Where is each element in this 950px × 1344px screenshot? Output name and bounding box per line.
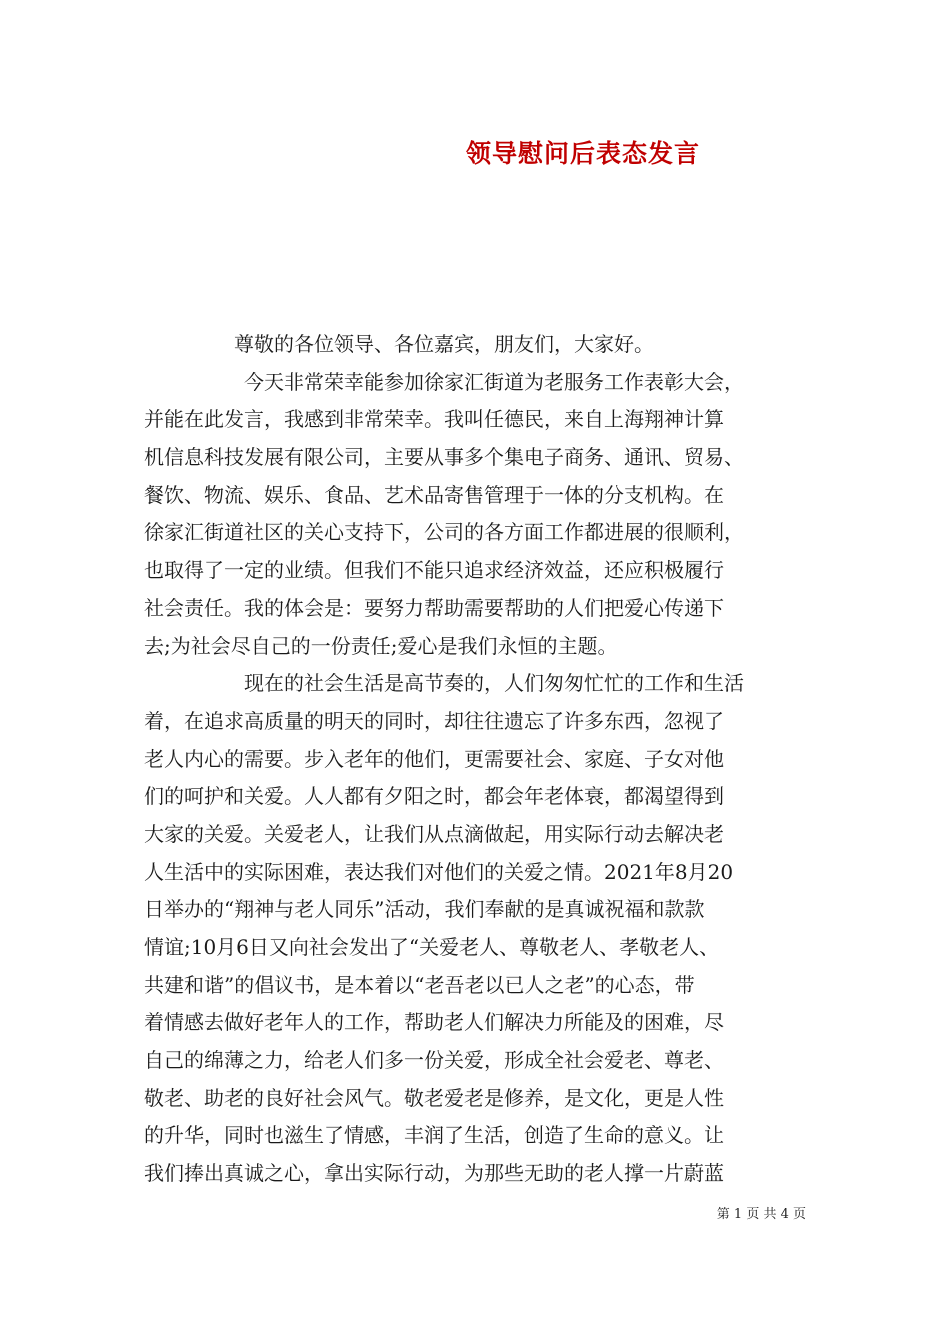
paragraph-line: 老人内心的需要。步入老年的他们，更需要社会、家庭、子女对他 [144, 746, 724, 771]
paragraph-line: 敬老、助老的良好社会风气。敬老爱老是修养，是文化，更是人性 [144, 1085, 724, 1110]
paragraph-line: 着情感去做好老年人的工作，帮助老人们解决力所能及的困难，尽 [144, 1010, 724, 1035]
paragraph-line: 共建和谐”的倡议书，是本着以“老吾老以已人之老”的心态，带 [144, 972, 695, 997]
page-number-footer: 第 1 页 共 4 页 [716, 1207, 806, 1222]
paragraph-line: 今天非常荣幸能参加徐家汇街道为老服务工作表彰大会， [244, 369, 744, 394]
document-title: 领导慰问后表态发言 [465, 139, 700, 168]
document-body [144, 326, 824, 1193]
paragraph-line: 日举办的“翔神与老人同乐”活动，我们奉献的是真诚祝福和款款 [144, 897, 705, 922]
paragraph-line: 自己的绵薄之力，给老人们多一份关爱，形成全社会爱老、尊老、 [144, 1048, 724, 1073]
paragraph-line: 去;为社会尽自己的一份责任;爱心是我们永恒的主题。 [144, 633, 618, 658]
paragraph-line: 情谊;10月6日又向社会发出了“关爱老人、尊敬老人、孝敬老人、 [144, 935, 720, 959]
paragraph-line: 徐家汇街道社区的关心支持下，公司的各方面工作都进展的很顺利， [144, 520, 744, 545]
paragraph-line: 们的呵护和关爱。人人都有夕阳之时，都会年老体衰，都渴望得到 [144, 784, 724, 809]
paragraph-line: 社会责任。我的体会是：要努力帮助需要帮助的人们把爱心传递下 [144, 595, 724, 620]
paragraph-line: 大家的关爱。关爱老人，让我们从点滴做起，用实际行动去解决老 [144, 821, 724, 846]
greeting-line: 尊敬的各位领导、各位嘉宾，朋友们，大家好。 [234, 332, 654, 356]
paragraph-line: 的升华，同时也滋生了情感，丰润了生活，创造了生命的意义。让 [144, 1123, 724, 1148]
paragraph-line: 我们捧出真诚之心，拿出实际行动，为那些无助的老人撑一片蔚蓝 [144, 1161, 724, 1186]
paragraph-line: 现在的社会生活是高节奏的，人们匆匆忙忙的工作和生活 [244, 671, 744, 696]
paragraph-line: 并能在此发言，我感到非常荣幸。我叫任德民，来自上海翔神计算 [144, 407, 724, 432]
paragraph-line: 机信息科技发展有限公司，主要从事多个集电子商务、通讯、贸易、 [144, 445, 744, 470]
paragraph-line: 餐饮、物流、娱乐、食品、艺术品寄售管理于一体的分支机构。在 [144, 482, 724, 507]
paragraph-line: 着，在追求高质量的明天的同时，却往往遗忘了许多东西，忽视了 [144, 708, 724, 733]
paragraph-line: 也取得了一定的业绩。但我们不能只追求经济效益，还应积极履行 [144, 558, 724, 583]
paragraph-line: 人生活中的实际困难，表达我们对他们的关爱之情。2021年8月20 [144, 859, 734, 884]
